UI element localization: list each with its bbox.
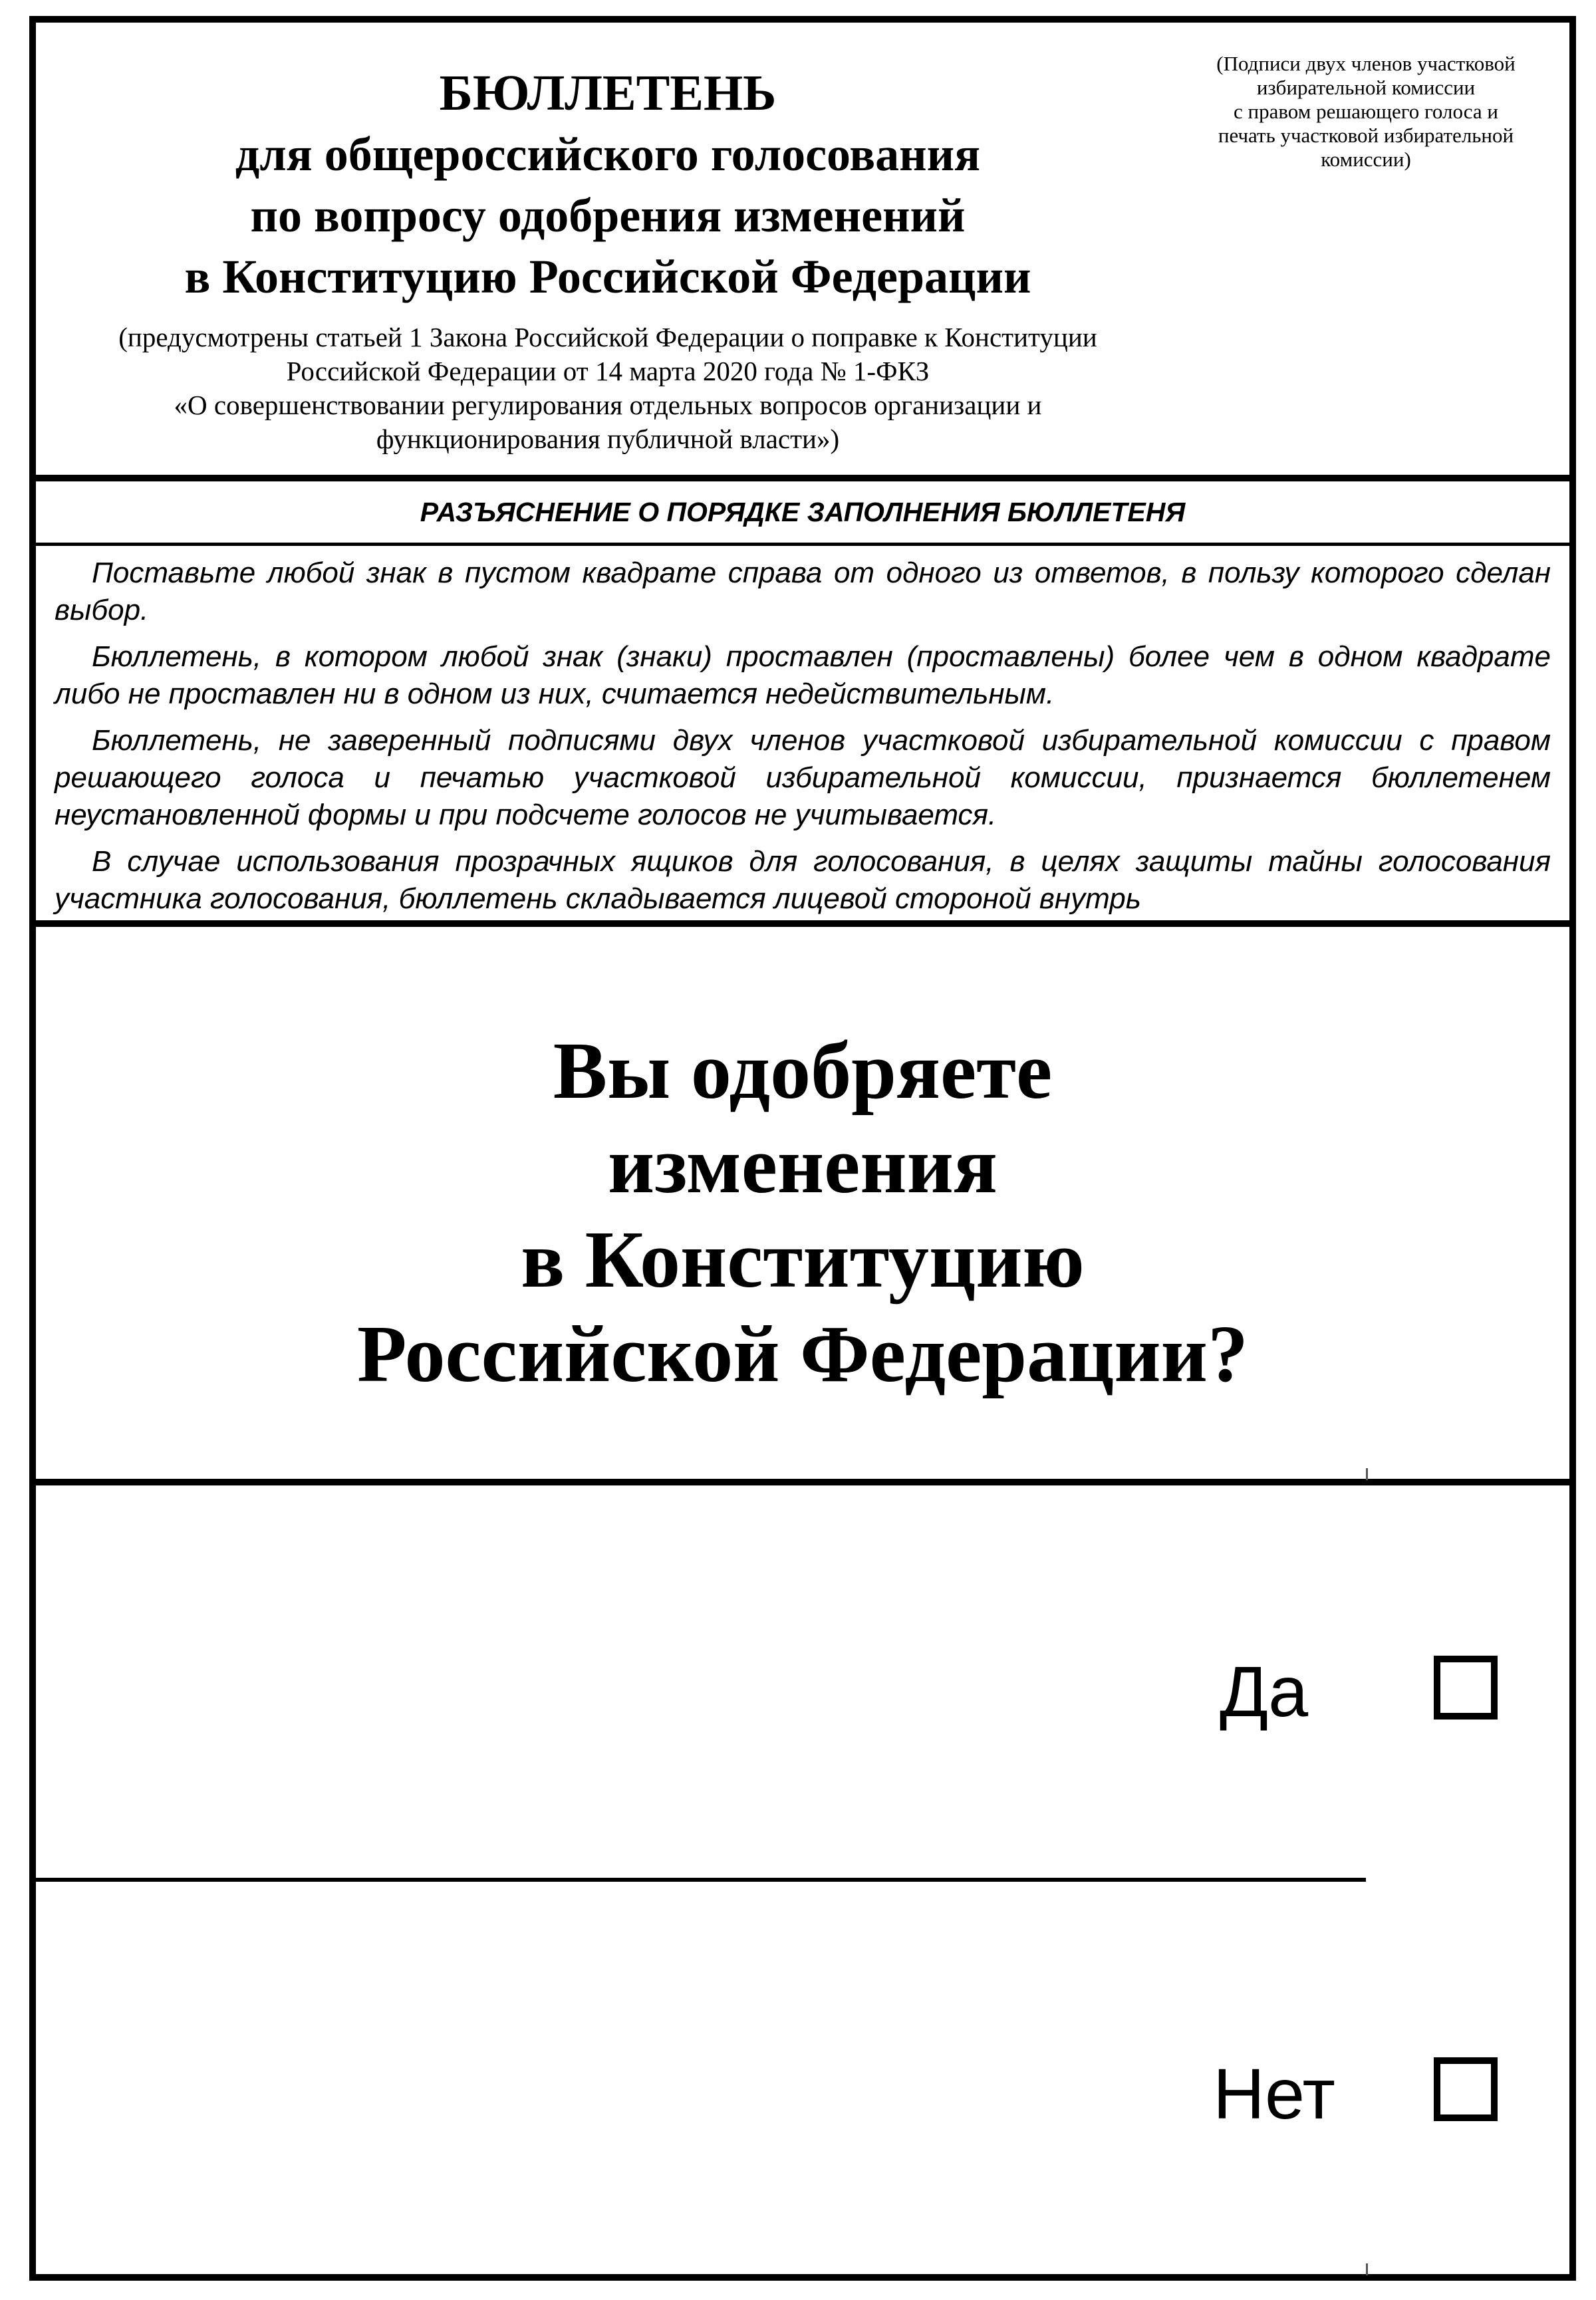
instruction-paragraph-3: Бюллетень, не заверенный подписями двух членов участковой избирательной комиссии с правом решающего голоса и печатью участковой избирательной комиссии, признается бюллетенем неустановленной формы и при подсчете голосов не учитывается.	[55, 724, 1551, 831]
legal-note-line-2: Российской Федерации от 14 марта 2020 года № 1-ФКЗ	[286, 356, 930, 386]
legal-note	[36, 320, 1180, 456]
signature-note	[1180, 52, 1552, 172]
question-line-2: изменения	[608, 1120, 998, 1210]
signature-note-line-4: печать участковой избирательной	[1218, 124, 1514, 147]
fold-mark-bottom	[1366, 2263, 1368, 2275]
instruction-paragraph-2: Бюллетень, в котором любой знак (знаки) проставлен (проставлены) более чем в одном квадрате либо не проставлен ни в одном из них, считается недействительным.	[55, 640, 1551, 710]
instructions-heading-divider	[36, 543, 1569, 546]
ballot-frame	[29, 16, 1576, 2281]
answer-no-checkbox[interactable]	[1434, 2057, 1498, 2121]
signature-note-line-1: (Подписи двух членов участковой	[1216, 52, 1516, 75]
question-section	[36, 940, 1569, 1485]
signature-note-line-3: с правом решающего голоса и	[1234, 100, 1498, 123]
answer-yes-label: Да	[1220, 1651, 1309, 1731]
question-text	[357, 1024, 1248, 1402]
legal-note-line-1: (предусмотрены статьей 1 Закона Российской Федерации о поправке к Конституции	[118, 322, 1097, 352]
instruction-paragraph-4: В случае использования прозрачных ящиков для голосования, в целях защиты тайны голосования участника голосования, бюллетень складывается лицевой стороной внутрь	[55, 845, 1551, 915]
ballot-subtitle-line-2: по вопросу одобрения изменений	[250, 189, 966, 242]
instructions-divider	[36, 920, 1569, 927]
signature-note-line-2: избирательной комиссии	[1256, 76, 1476, 99]
ballot-title: БЮЛЛЕТЕНЬ	[439, 65, 777, 121]
question-line-4: Российской Федерации?	[357, 1309, 1248, 1399]
instructions-body	[55, 555, 1551, 927]
ballot-subtitle-line-1: для общероссийского голосования	[235, 128, 981, 181]
question-line-1: Вы одобряете	[553, 1026, 1053, 1116]
instructions-heading: РАЗЪЯСНЕНИЕ О ПОРЯДКЕ ЗАПОЛНЕНИЯ БЮЛЛЕТЕНЯ	[420, 497, 1186, 527]
signature-note-line-5: комиссии)	[1321, 148, 1411, 171]
answer-no-label: Нет	[1213, 2053, 1335, 2134]
question-divider	[36, 1479, 1569, 1485]
answer-yes-checkbox[interactable]	[1434, 1656, 1498, 1720]
ballot-subtitle-line-3: в Конституцию Российской Федерации	[184, 250, 1031, 303]
title-block	[36, 63, 1180, 456]
question-line-3: в Конституцию	[521, 1215, 1085, 1305]
legal-note-line-4: функционирования публичной власти»)	[376, 424, 840, 454]
header-divider	[36, 475, 1569, 481]
fold-mark-top	[1366, 1468, 1368, 1480]
legal-note-line-3: «О совершенствовании регулирования отдельных вопросов организации и	[174, 390, 1042, 420]
answers-divider	[36, 1878, 1366, 1882]
ballot-header	[36, 23, 1569, 475]
instruction-paragraph-1: Поставьте любой знак в пустом квадрате справа от одного из ответов, в пользу которого сделан выбор.	[55, 557, 1551, 626]
